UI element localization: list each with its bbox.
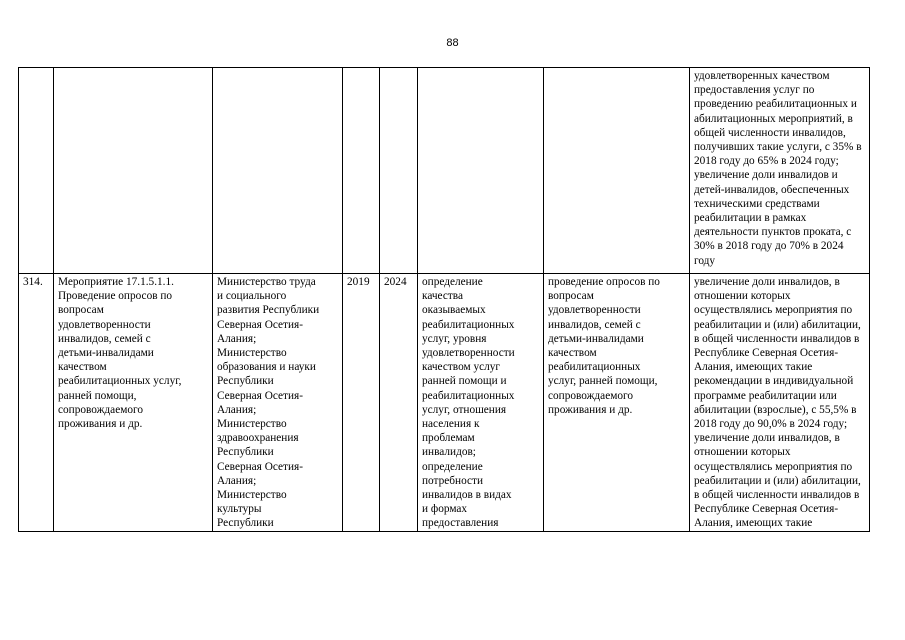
page-number: 88 [446,37,459,49]
start-year-cell [343,68,380,274]
end-year-cell: 2024 [380,274,418,532]
executors-cell [213,68,343,274]
expected-result-cell: определение качества оказываемых реабилитационных услуг, уровня удовлетворенности качеством услуг ранней помощи и реабилитационных услуг, отношения населения к проблемам инвалидов; определение потребности инвалидов в видах и формах предоставления [418,274,544,532]
description-cell: проведение опросов по вопросам удовлетворенности инвалидов, семей с детьми-инвалидами качеством реабилитационных услуг, ранней помощи, сопровождаемого проживания и др. [544,274,690,532]
table-row [19,274,870,532]
table-row [19,68,870,274]
row-number-cell: 314. [19,274,54,532]
start-year-cell: 2019 [343,274,380,532]
activity-name-cell [54,68,213,274]
indicators-cell: удовлетворенных качеством предоставления услуг по проведению реабилитационных и абилитационных мероприятий, в общей численности инвалидов, получивших такие услуги, с 35% в 2018 году до 65% в 2024 году; увеличение доли инвалидов и детей-инвалидов, обеспеченных техническими средствами реабилитации в рамках деятельности пунктов проката, с 30% в 2018 году до 70% в 2024 году [690,68,870,274]
expected-result-cell [418,68,544,274]
end-year-cell [380,68,418,274]
activities-table [18,67,870,532]
executors-cell: Министерство труда и социального развития Республики Северная Осетия- Алания; Министерство образования и науки Республики Северная Осетия- Алания; Министерство здравоохранения Республики Северная Осетия- Алания; Министерство культуры Республики [213,274,343,532]
row-number-cell [19,68,54,274]
description-cell [544,68,690,274]
activity-name-cell: Мероприятие 17.1.5.1.1. Проведение опросов по вопросам удовлетворенности инвалидов, семей с детьми-инвалидами качеством реабилитационных услуг, ранней помощи, сопровождаемого проживания и др. [54,274,213,532]
indicators-cell: увеличение доли инвалидов, в отношении которых осуществлялись мероприятия по реабилитации и (или) абилитации, в общей численности инвалидов в Республике Северная Осетия- Алания, имеющих такие рекомендации в индивидуальной программе реабилитации или абилитации (взрослые), с 55,5% в 2018 году до 90,0% в 2024 году; увеличение доли инвалидов, в отношении которых осуществлялись мероприятия по реабилитации и (или) абилитации, в общей численности инвалидов в Республике Северная Осетия- Алания, имеющих такие [690,274,870,532]
